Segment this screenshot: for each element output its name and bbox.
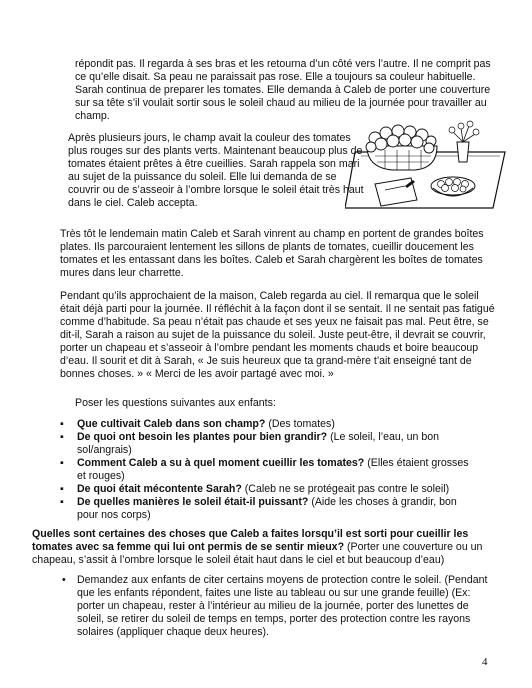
questions-intro: Poser les questions suivantes aux enfants: — [75, 397, 276, 409]
square-bullet-icon: ▪ — [60, 483, 64, 495]
square-bullet-icon: ▪ — [60, 418, 64, 430]
question-text: De quelles manières le soleil était-il puissant? — [77, 496, 309, 508]
question-answer: (Aide les choses à grandir, bon pour nos corps) — [77, 496, 457, 521]
summary-question-bold: Quelles sont certaines des choses que Caleb a faites lorsqu’il est sorti pour cueillir les tomates avec sa femme qui lui ont permis de se sentir mieux? — [32, 528, 469, 553]
protection-item — [60, 574, 490, 639]
question-text: Comment Caleb a su à quel moment cueillir les tomates? — [77, 457, 365, 469]
page-number: 4 — [482, 656, 488, 668]
question-answer: (Elles étaient grosses et rouges) — [77, 457, 469, 482]
question-text: Que cultivait Caleb dans son champ? — [77, 418, 266, 430]
question-item — [60, 496, 480, 522]
question-item — [60, 431, 480, 457]
square-bullet-icon: ▪ — [60, 457, 64, 469]
question-text: De quoi était mécontente Sarah? — [77, 483, 242, 495]
story-paragraph-1: répondit pas. Il regarda à ses bras et les retourna d’un côté vers l’autre. Il ne comprit pas ce qu’elle disait. Sa peau ne paraissait pas rose. Elle a toujours sa couleur habituelle. Sarah continua de preparer les tomates. Elle demanda à Caleb de porter une couverture sur sa tête s’il voulait sortir sous le soleil chaud au milieu de la journée pour travailler au champ. — [75, 58, 491, 122]
question-answer: (Le soleil, l’eau, un bon sol/angrais) — [77, 431, 440, 456]
summary-answer: (Porter une couverture ou un chapeau, s’assit à l’ombre lorsque le soleil était haut dans le ciel et but beaucoup d’eau) — [32, 541, 483, 566]
story-paragraph-2: Après plusieurs jours, le champ avait la couleur des tomates plus rouges sur des plants verts. Maintenant beaucoup plus de tomates étaient prêtes à être cueillies. Sarah rappela son mari au sujet de la puissance du soleil. Elle lui demanda de se couvrir ou de s’asseoir à l’ombre lorsque le soleil était très haut dans le ciel. Caleb accepta. — [68, 132, 364, 209]
protection-text: Demandez aux enfants de citer certains moyens de protection contre le soleil. (Pendant que les enfants répondent, faites une liste au tableau ou sur une grande feuille) (Ex: porter un chapeau, rester à l’intérieur au milieu de la journée, porter des lunettes de soleil, se retirer du soleil de temps en temps, porter des protection contre les rayons solaires (appliquer chaque deux heures). — [77, 574, 488, 638]
square-bullet-icon: ▪ — [60, 431, 64, 443]
question-answer: (Caleb ne se protégeait pas contre le soleil) — [241, 483, 450, 495]
square-bullet-icon: ▪ — [60, 496, 64, 508]
story-paragraph-3: Très tôt le lendemain matin Caleb et Sarah vinrent au champ en portent de grandes boîtes plates. Ils parcouraient lentement les sillons de plants de tomates, cueillir doucement les tomates et les entassant dans les boîtes. Caleb et Sarah chargèrent les boîtes de tomates mures dans leur charrette. — [60, 228, 484, 279]
picnic-illustration — [345, 120, 510, 212]
summary-question — [32, 528, 502, 567]
question-item — [60, 418, 480, 431]
round-bullet-icon: • — [62, 574, 66, 586]
question-item — [60, 457, 480, 483]
story-paragraph-4: Pendant qu’ils approchaient de la maison, Caleb regarda au ciel. Il remarqua que le soleil était déjà parti pour la journée. Il réfléchit à la façon dont il se sentait. Il ne sentait pas fatigué comme d’habitude. Sa peau n’était pas chaude et ses yeux ne faisait pas mal. Peut être, se dit-il, Sarah a raison au sujet de la puissance du soleil. Juste peut-être, il devrait se couvrir, porter un chapeau et s’asseoir à l’ombre pendant les moments chauds et boire beaucoup d’eau. Il sourit et dit à Sarah, « Je suis heureux que ta grand-mère t’ait enseigné tant de bonnes choses. » « Merci de les avoir partagé avec moi. » — [60, 290, 495, 380]
question-item — [60, 483, 480, 496]
questions-list — [60, 418, 480, 522]
question-answer: (Des tomates) — [265, 418, 335, 430]
protection-list — [60, 574, 490, 639]
question-text: De quoi ont besoin les plantes pour bien grandir? — [77, 431, 328, 443]
